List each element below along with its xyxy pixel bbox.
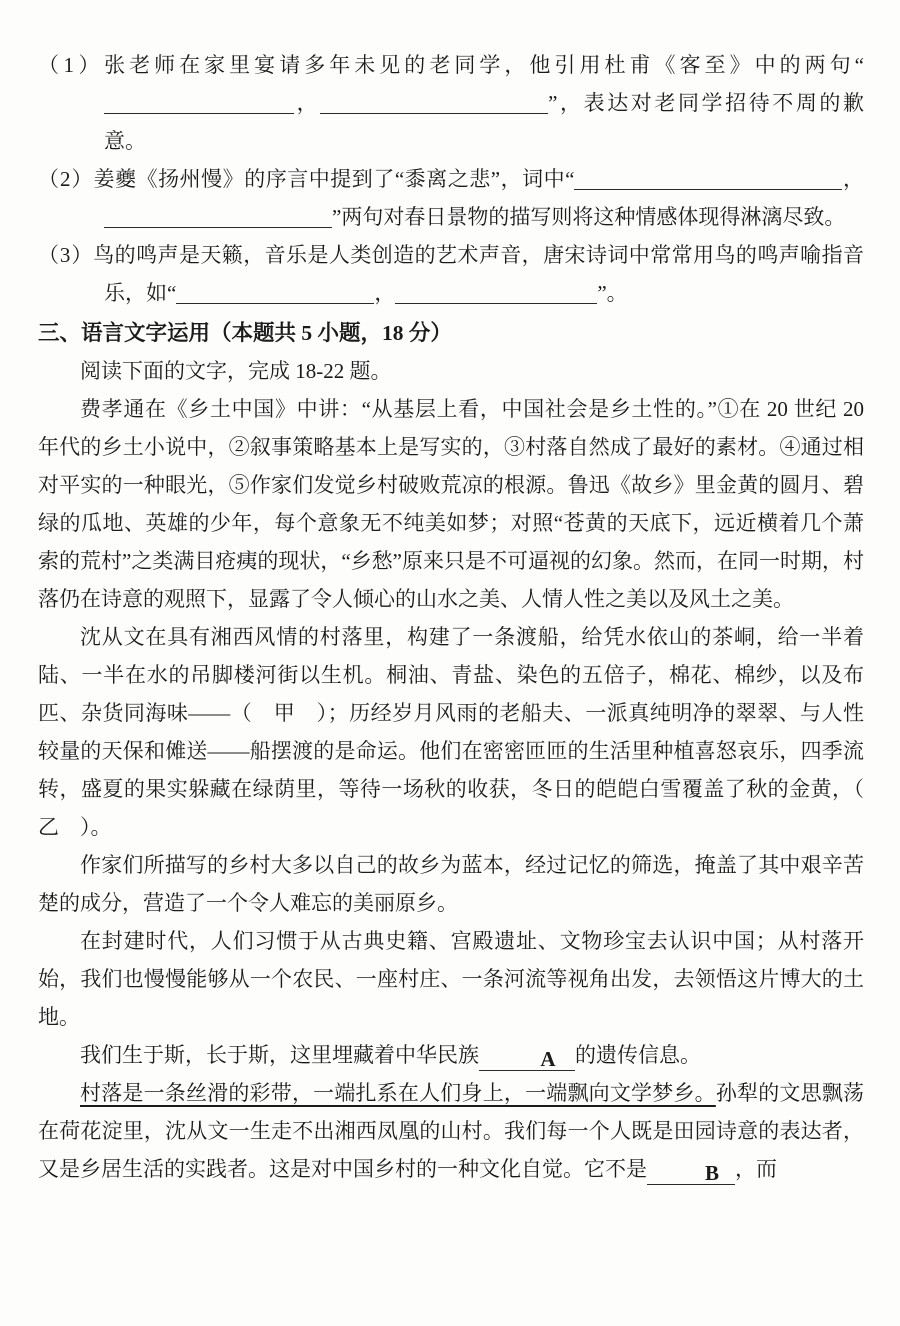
passage-paragraph — [38, 618, 885, 846]
reading-passage — [38, 390, 885, 1188]
text-run: ， — [294, 91, 321, 115]
text-run: ，而 — [735, 1157, 777, 1181]
text-run: ”，表达对老同学招待不周的歉意。 — [104, 91, 864, 153]
blank-line — [320, 90, 548, 114]
passage-paragraph — [38, 1074, 864, 1188]
passage-paragraph — [38, 1036, 864, 1074]
text-run: 费孝通在《乡土中国》中讲：“从基层上看，中国社会是乡土性的。”①在 20 世纪 20 年代的乡土小说中，②叙事策略基本上是写实的，③村落自然成了最好的素材。④通过相对平实的一种眼光，⑤作家们发觉乡村破败荒凉的根源。鲁迅《故乡》里金黄的圆月、碧绿的瓜地、英雄的少年，每个意象无不纯美如梦；对照“苍黄的天底下，远近横着几个萧索的荒村”之类满目疮痍的现状，“乡愁”原来只是不可逼视的幻象。然而，在同一时期，村落仍在诗意的观照下，显露了令人倾心的山水之美、人情人性之美以及风土之美。 — [38, 397, 864, 611]
passage-paragraph — [38, 922, 864, 1036]
question-item — [38, 46, 864, 160]
item-number: （2） — [38, 167, 94, 191]
passage-paragraph — [38, 846, 864, 922]
text-run: 孙犁的文思飘荡在荷花淀里，沈从文一生走不出湘西凤凰的山村。我们每一个人既是田园诗意的表达者，又是乡居生活的实践者。这是对中国乡村的一种文化自觉。它不是 — [38, 1081, 865, 1181]
text-run: ”两句对春日景物的描写则将这种情感体现得淋漓尽致。 — [332, 205, 846, 229]
text-run: 我们生于斯，长于斯，这里埋藏着中华民族 — [80, 1043, 479, 1067]
text-run: ， — [842, 167, 865, 191]
fill-in-question-list — [38, 46, 864, 312]
blank-line — [104, 90, 294, 114]
passage-paragraph — [38, 390, 864, 618]
underlined-sentence: 村落是一条丝滑的彩带，一端扎系在人们身上，一端飘向文学梦乡。 — [80, 1081, 716, 1105]
answer-blank-A: A — [479, 1048, 575, 1072]
text-run: ”。 — [597, 281, 628, 305]
question-item — [38, 236, 864, 312]
item-number: （3） — [38, 243, 94, 267]
blank-line — [176, 280, 374, 304]
passage-instruction: 阅读下面的文字，完成 18-22 题。 — [80, 359, 392, 383]
blank-line — [104, 204, 332, 228]
item-number: （1） — [38, 53, 105, 77]
text-run: 沈从文在具有湘西风情的村落里，构建了一条渡船，给凭水依山的茶峒，给一半着陆、一半在水的吊脚楼河街以生机。桐油、青盐、染色的五倍子，棉花、棉纱，以及布匹、杂货同海味——（ 甲 ）；历经岁月风雨的老船夫、一派真纯明净的翠翠、与人性较量的天保和傩送——船摆渡的是命运。他们在密密匝匝的生活里种植喜怒哀乐，四季流转，盛夏的果实躲藏在绿荫里，等待一场秋的收获，冬日的皑皑白雪覆盖了秋的金黄，（ 乙 ）。 — [38, 625, 885, 839]
text-run: 作家们所描写的乡村大多以自己的故乡为蓝本，经过记忆的筛选，掩盖了其中艰辛苦楚的成分，营造了一个令人难忘的美丽原乡。 — [38, 853, 864, 915]
text-run: ， — [374, 281, 396, 305]
question-item — [38, 160, 864, 236]
answer-blank-B: B — [647, 1162, 735, 1186]
text-run: 姜夔《扬州慢》的序言中提到了“黍离之悲”，词中“ — [93, 167, 575, 191]
section-heading: 三、语言文字运用（本题共 5 小题，18 分） — [38, 321, 452, 345]
blank-line — [574, 166, 842, 190]
text-run: 张老师在家里宴请多年未见的老同学，他引用杜甫《客至》中的两句“ — [104, 53, 864, 77]
blank-line — [395, 280, 597, 304]
text-run: 鸟的鸣声是天籁，音乐是人类创造的艺术声音，唐宋诗词中常常用鸟的鸣声喻指音乐，如“ — [93, 243, 864, 305]
text-run: 在封建时代，人们习惯于从古典史籍、宫殿遗址、文物珍宝去认识中国；从村落开始，我们也慢慢能够从一个农民、一座村庄、一条河流等视角出发，去领悟这片博大的土地。 — [38, 929, 864, 1029]
text-run: 的遗传信息。 — [575, 1043, 701, 1067]
